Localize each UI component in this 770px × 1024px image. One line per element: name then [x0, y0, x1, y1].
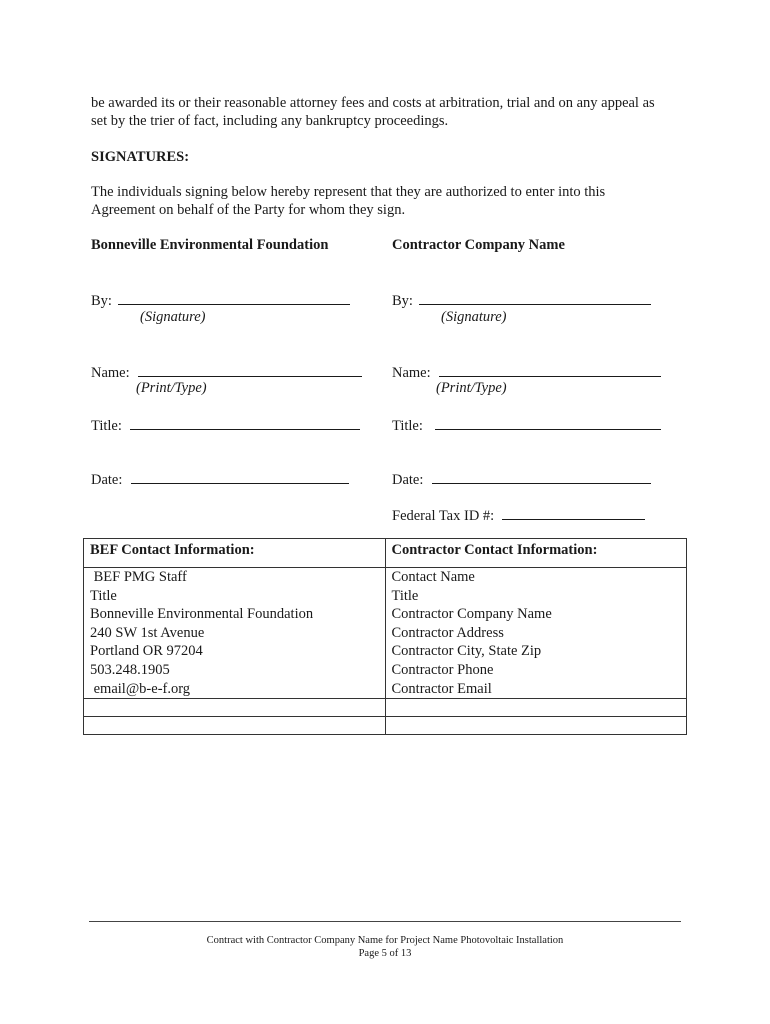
right-signature-line[interactable]: [419, 290, 651, 305]
bef-contact-staff: BEF PMG Staff: [90, 569, 187, 585]
right-date-label: Date:: [392, 472, 424, 488]
left-by-field: [91, 290, 350, 310]
footer-page-number: Page 5 of 13: [358, 948, 412, 959]
table-row: [84, 568, 687, 699]
contractor-contact-phone: Contractor Phone: [391, 661, 494, 678]
left-date-line[interactable]: [131, 469, 349, 484]
right-party-name: Contractor Company Name: [392, 237, 565, 253]
statement-line-1: The individuals signing below hereby represent that they are authorized to enter into this: [91, 184, 606, 200]
contact-information-table: [83, 538, 687, 735]
right-date-field: [392, 469, 651, 489]
left-signature-line[interactable]: [118, 290, 350, 305]
right-title-field: [392, 415, 661, 435]
left-name-field: [91, 362, 362, 382]
left-title-line[interactable]: [130, 415, 360, 430]
blank-cell: [385, 717, 687, 735]
left-date-label: Date:: [91, 472, 123, 488]
right-signature-hint: (Signature): [441, 309, 507, 325]
intro-line-1: be awarded its or their reasonable attorney fees and costs at arbitration, trial and on any appeal as: [91, 95, 655, 111]
left-name-label: Name:: [91, 365, 130, 381]
bef-contact-city: Portland OR 97204: [90, 643, 203, 660]
bef-contact-street: 240 SW 1st Avenue: [90, 624, 205, 641]
intro-line-2: set by the trier of fact, including any bankruptcy proceedings.: [91, 113, 449, 129]
tax-id-line[interactable]: [502, 505, 645, 520]
bef-contact-cell: [84, 568, 386, 699]
right-by-label: By:: [392, 293, 413, 309]
table-header-row: [84, 539, 687, 568]
contractor-contact-city: Contractor City, State Zip: [391, 643, 542, 660]
contractor-contact-header: Contractor Contact Information:: [385, 539, 687, 568]
right-title-line[interactable]: [435, 415, 661, 430]
left-print-hint: (Print/Type): [136, 380, 207, 396]
tax-id-field: [392, 505, 645, 525]
right-name-label: Name:: [392, 365, 431, 381]
bef-contact-email: email@b-e-f.org: [90, 680, 191, 697]
bef-contact-title: Title: [90, 587, 117, 604]
contractor-contact-email: Contractor Email: [391, 680, 492, 697]
footer-divider: [89, 921, 681, 922]
bef-contact-header: BEF Contact Information:: [84, 539, 386, 568]
blank-cell: [84, 717, 386, 735]
blank-cell: [385, 699, 687, 717]
right-by-field: [392, 290, 651, 310]
contractor-contact-name: Contact Name: [391, 569, 475, 585]
right-name-field: [392, 362, 661, 382]
signatures-heading: SIGNATURES:: [91, 149, 190, 165]
left-party-name: Bonneville Environmental Foundation: [91, 237, 329, 253]
contractor-contact-address: Contractor Address: [391, 624, 504, 641]
left-title-label: Title:: [91, 418, 122, 434]
blank-cell: [84, 699, 386, 717]
contractor-contact-cell: [385, 568, 687, 699]
statement-line-2: Agreement on behalf of the Party for whom they sign.: [91, 202, 406, 218]
bef-contact-org: Bonneville Environmental Foundation: [90, 606, 314, 623]
right-title-label: Title:: [392, 418, 423, 434]
right-name-line[interactable]: [439, 362, 661, 377]
table-row: [84, 717, 687, 735]
left-name-line[interactable]: [138, 362, 362, 377]
footer-title: Contract with Contractor Company Name for Project Name Photovoltaic Installation: [206, 935, 564, 946]
right-print-hint: (Print/Type): [436, 380, 507, 396]
table-row: [84, 699, 687, 717]
left-signature-hint: (Signature): [140, 309, 206, 325]
left-date-field: [91, 469, 349, 489]
contractor-contact-company: Contractor Company Name: [391, 606, 552, 623]
bef-contact-phone: 503.248.1905: [90, 661, 170, 678]
right-date-line[interactable]: [432, 469, 651, 484]
left-by-label: By:: [91, 293, 112, 309]
left-title-field: [91, 415, 360, 435]
contractor-contact-title: Title: [391, 587, 419, 604]
tax-id-label: Federal Tax ID #:: [392, 508, 495, 524]
